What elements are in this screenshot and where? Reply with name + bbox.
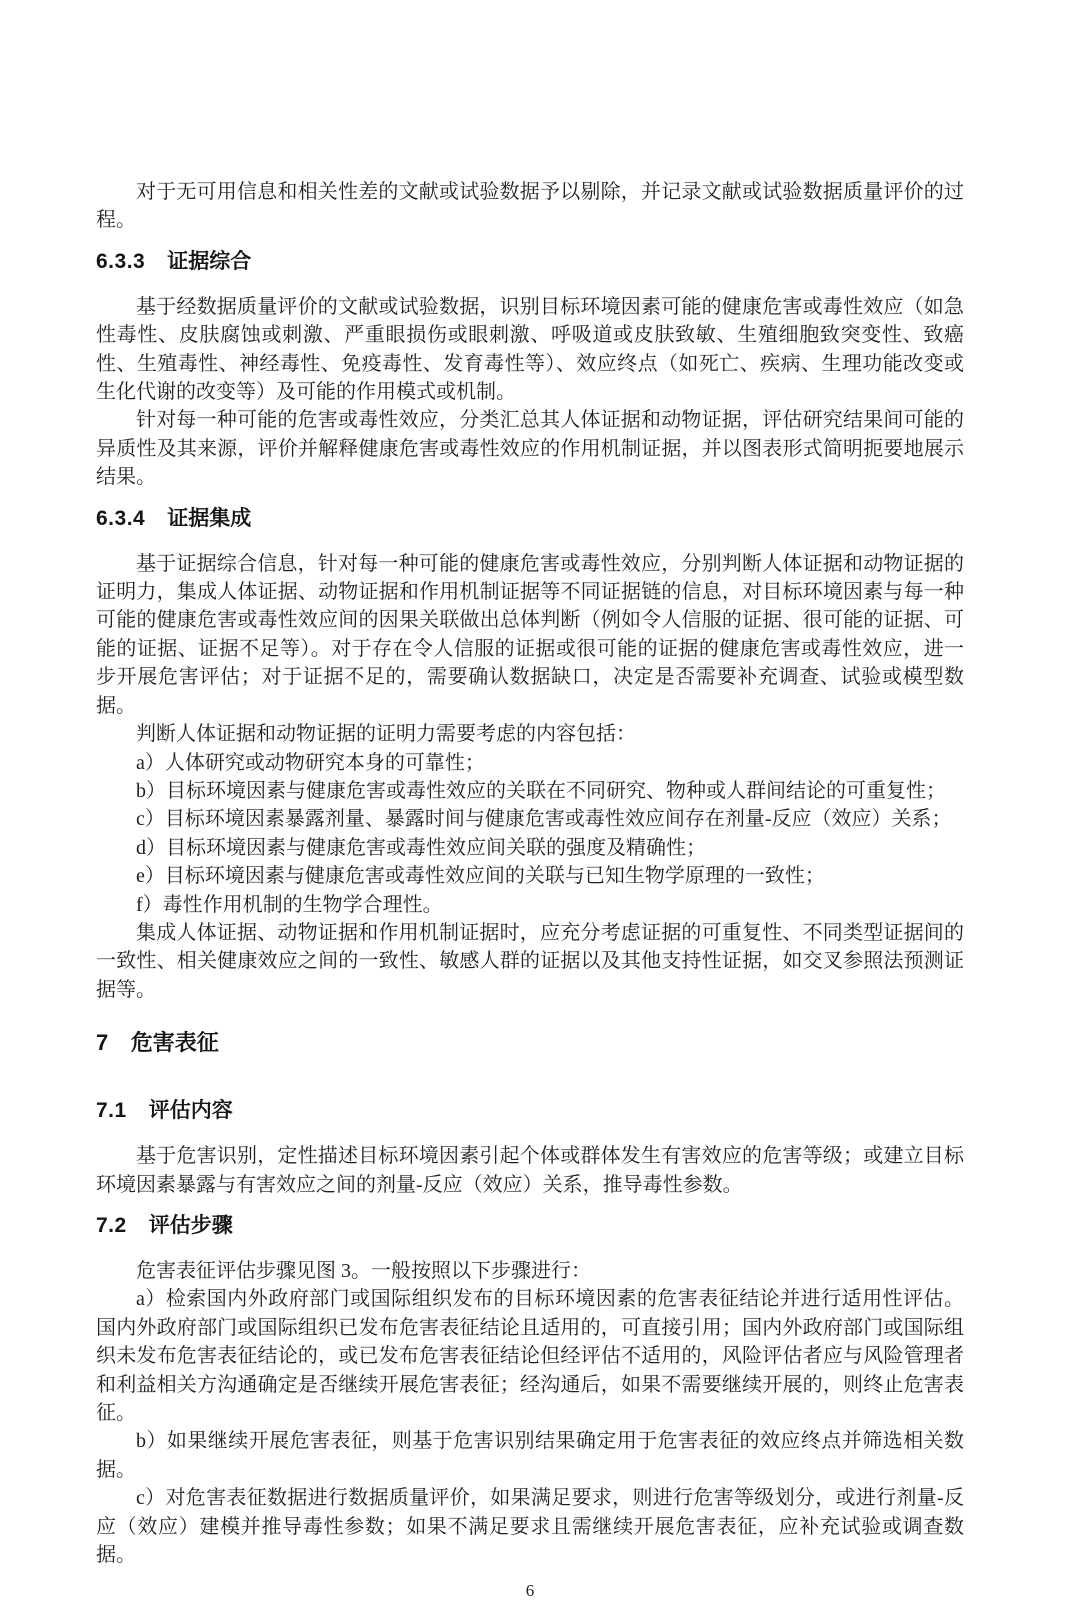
heading-7 xyxy=(96,1027,964,1059)
paragraph-7-1-1: 基于危害识别，定性描述目标环境因素引起个体或群体发生有害效应的危害等级；或建立目标环境因素暴露与有害效应之间的剂量-反应（效应）关系，推导毒性参数。 xyxy=(96,1145,964,1196)
heading-number: 6.3.4 xyxy=(96,506,146,530)
heading-number: 7.2 xyxy=(96,1213,127,1237)
paragraph-6-3-3-1: 基于经数据质量评价的文献或试验数据，识别目标环境因素可能的健康危害或毒性效应（如急性毒性、皮肤腐蚀或刺激、严重眼损伤或眼刺激、呼吸道或皮肤致敏、生殖细胞致突变性、致癌性、生殖毒性、神经毒性、免疫毒性、发育毒性等）、效应终点（如死亡、疾病、生理功能改变或生化代谢的改变等）及可能的作用模式或机制。 xyxy=(96,295,964,404)
heading-number: 6.3.3 xyxy=(96,249,146,273)
heading-6-3-4 xyxy=(96,504,964,534)
paragraph-6-3-4-2: 判断人体证据和动物证据的证明力需要考虑的内容包括： xyxy=(136,723,636,746)
paragraph-7-2-step-a: a）检索国内外政府部门或国际组织发布的目标环境因素的危害表征结论并进行适用性评估。国内外政府部门或国际组织已发布危害表征结论且适用的，可直接引用；国内外政府部门或国际组织未发布危害表征结论的，或已发布危害表征结论但经评估不适用的，风险评估者应与风险管理者和利益相关方沟通确定是否继续开展危害表征；经沟通后，如果不需要继续开展的，则终止危害表征。 xyxy=(96,1288,964,1424)
heading-title: 评估步骤 xyxy=(148,1213,233,1237)
heading-number: 7.1 xyxy=(96,1099,127,1123)
list-item-a: a）人体研究或动物研究本身的可靠性； xyxy=(136,751,485,774)
paragraph-6-3-4-3: 集成人体证据、动物证据和作用机制证据时，应充分考虑证据的可重复性、不同类型证据间的一致性、相关健康效应之间的一致性、敏感人群的证据以及其他支持性证据，如交叉参照法预测证据等。 xyxy=(96,921,964,1001)
heading-number: 7 xyxy=(96,1030,109,1056)
paragraph-7-2-step-c: c）对危害表征数据进行数据质量评价，如果满足要求，则进行危害等级划分，或进行剂量-反应（效应）建模并推导毒性参数；如果不满足要求且需继续开展危害表征，应补充试验或调查数据。 xyxy=(96,1487,964,1567)
paragraph-6-3-3-2: 针对每一种可能的危害或毒性效应，分类汇总其人体证据和动物证据，评估研究结果间可能的异质性及其来源，评价并解释健康危害或毒性效应的作用机制证据，并以图表形式简明扼要地展示结果。 xyxy=(96,409,964,489)
heading-7-2 xyxy=(96,1211,964,1241)
heading-title: 证据集成 xyxy=(167,506,252,530)
heading-title: 危害表征 xyxy=(130,1030,219,1056)
intro-paragraph: 对于无可用信息和相关性差的文献或试验数据予以剔除，并记录文献或试验数据质量评价的过程。 xyxy=(96,181,964,232)
list-item-c: c）目标环境因素暴露剂量、暴露时间与健康危害或毒性效应间存在剂量-反应（效应）关系； xyxy=(136,808,952,831)
list-item-b: b）目标环境因素与健康危害或毒性效应的关联在不同研究、物种或人群间结论的可重复性； xyxy=(136,779,946,802)
heading-title: 评估内容 xyxy=(148,1099,233,1123)
paragraph-7-2-1: 危害表征评估步骤见图 3。一般按照以下步骤进行： xyxy=(136,1259,591,1282)
list-item-f: f）毒性作用机制的生物学合理性。 xyxy=(136,893,443,916)
list-item-d: d）目标环境因素与健康危害或毒性效应间关联的强度及精确性； xyxy=(136,836,706,859)
page-number: 6 xyxy=(525,1581,535,1601)
list-item-e: e）目标环境因素与健康危害或毒性效应间的关联与已知生物学原理的一致性； xyxy=(136,865,825,888)
paragraph-6-3-4-1: 基于证据综合信息，针对每一种可能的健康危害或毒性效应，分别判断人体证据和动物证据的证明力，集成人体证据、动物证据和作用机制证据等不同证据链的信息，对目标环境因素与每一种可能的健康危害或毒性效应间的因果关联做出总体判断（例如令人信服的证据、很可能的证据、可能的证据、证据不足等）。对于存在令人信服的证据或很可能的证据的健康危害或毒性效应，进一步开展危害评估；对于证据不足的，需要确认数据缺口，决定是否需要补充调查、试验或模型数据。 xyxy=(96,552,964,717)
heading-6-3-3 xyxy=(96,247,964,277)
heading-7-1 xyxy=(96,1096,964,1126)
heading-title: 证据综合 xyxy=(167,249,252,273)
paragraph-7-2-step-b: b）如果继续开展危害表征，则基于危害识别结果确定用于危害表征的效应终点并筛选相关数据。 xyxy=(96,1430,964,1481)
